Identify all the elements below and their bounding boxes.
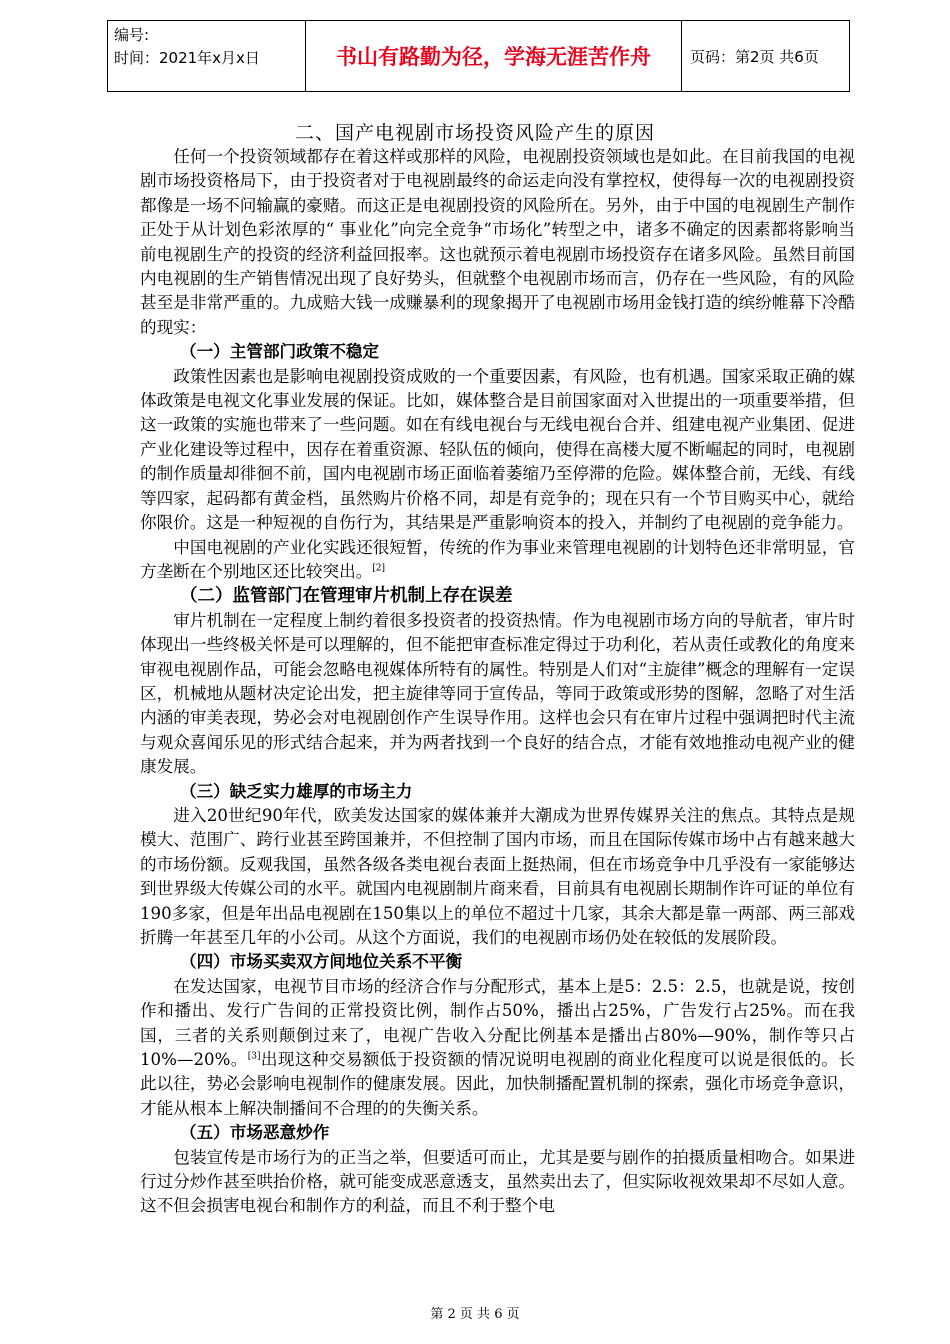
header-meta [108, 21, 306, 91]
paragraph-4 [140, 975, 855, 1121]
page-label: 页码：第2页 共6页 [690, 47, 819, 66]
citation-2: [2] [372, 563, 386, 574]
number-label: 编号: [114, 26, 150, 44]
paragraph-4b-text: 出现这种交易额低于投资额的情况说明电视剧的商业化程度可以说是很低的。长此以往，势必会影响电视制作的健康发展。因此，加快制播配置机制的探索，强化市场竞争意识，才能从根本上解决制播间不合理的的失衡关系。 [140, 1050, 856, 1118]
section-title: 二、国产电视剧市场投资风险产生的原因 [294, 122, 655, 144]
page-footer: 第 2 页 共 6 页 [430, 1307, 520, 1322]
paragraph-1b [140, 536, 855, 585]
heading-1: （一）主管部门政策不稳定 [180, 342, 380, 362]
motto: 书山有路勤为径，学海无涯苦作舟 [306, 21, 682, 91]
citation-3: [3] [247, 1051, 261, 1062]
heading-2: （二）监管部门在管理审片机制上存在误差 [180, 586, 513, 607]
paragraph-5: 包装宣传是市场行为的正当之举，但要适可而止，尤其是要与剧作的拍摄质量相吻合。如果进行过分炒作甚至哄抬价格，就可能变成恶意透支，虽然卖出去了，但实际收视效果却不尽如人意。这不但会损害电视台和制作方的利益，而且不利于整个电 [140, 1147, 855, 1216]
paragraph-4a-text: 在发达国家，电视节目市场的经济合作与分配形式，基本上是5：2.5：2.5，也就是说，按创作和播出、发行广告间的正常投资比例，制作占50%，播出占25%，广告发行占25%。而在我国，三者的关系则颠倒过来了，电视广告收入分配比例基本是播出占80%—90%，制作等只占10%—20%。 [140, 976, 855, 1070]
paragraph-3: 进入20世纪90年代，欧美发达国家的媒体兼并大潮成为世界传媒界关注的焦点。其特点是规模大、范围广、跨行业甚至跨国兼并，不但控制了国内市场，而且在国际传媒市场中占有越来越大的市场份额。反观我国，虽然各级各类电视台表面上挺热闹，但在市场竞争中几乎没有一家能够达到世界级大传媒公司的水平。就国内电视剧制片商来看，目前具有电视剧长期制作许可证的单位有190多家，但是年出品电视剧在150集以上的单位不超过十几家，其余大都是靠一两部、两三部戏折腾一年甚至几年的小公司。从这个方面说，我们的电视剧市场仍处在较低的发展阶段。 [140, 805, 855, 947]
paragraph-1a: 政策性因素也是影响电视剧投资成败的一个重要因素，有风险，也有机遇。国家采取正确的媒体政策是电视文化事业发展的保证。比如，媒体整合是目前国家面对入世提出的一项重要举措，但这一政策的实施也带来了一些问题。如在有线电视台与无线电视台合并、组建电视产业集团、促进产业化建设等过程中，因存在着重资源、轻队伍的倾向，使得在高楼大厦不断崛起的同时，电视剧的制作质量却徘徊不前，国内电视剧市场正面临着萎缩乃至停滞的危险。媒体整合前，无线、有线等四家，起码都有黄金档，虽然购片价格不同，却是有竞争的；现在只有一个节目购买中心，就给你限价。这是一种短视的自伤行为，其结果是严重影响资本的投入，并制约了电视剧的竞争能力。 [140, 366, 855, 533]
intro-paragraph: 任何一个投资领域都存在着这样或那样的风险，电视剧投资领域也是如此。在目前我国的电视剧市场投资格局下，由于投资者对于电视剧最终的命运走向没有掌控权，使得每一次的电视剧投资都像是一场不问输赢的豪赌。而这正是电视剧投资的风险所在。另外，由于中国的电视剧生产制作正处于从计划色彩浓厚的“ 事业化”向完全竞争“市场化”转型之中，诸多不确定的因素都将影响当前电视剧生产的投资的经济利益回报率。这也就预示着电视剧市场投资存在诸多风险。虽然目前国内电视剧的生产销售情况出现了良好势头，但就整个电视剧市场而言，仍存在一些风险，有的风险甚至是非常严重的。九成赔大钱一成赚暴利的现象揭开了电视剧市场用金钱打造的缤纷帷幕下冷酷的现实： [140, 147, 855, 337]
header-table [107, 20, 850, 92]
heading-5: （五）市场恶意炒作 [180, 1123, 330, 1143]
time-label: 时间：2021年x月x日 [114, 49, 260, 67]
heading-4: （四）市场买卖双方间地位关系不平衡 [180, 952, 463, 972]
paragraph-1b-text: 中国电视剧的产业化实践还很短暂，传统的作为事业来管理电视剧的计划特色还非常明显，官方垄断在个别地区还比较突出。 [140, 537, 855, 581]
heading-3: （三）缺乏实力雄厚的市场主力 [180, 781, 413, 801]
document-body [140, 145, 855, 1219]
paragraph-2: 审片机制在一定程度上制约着很多投资者的投资热情。作为电视剧市场方向的导航者，审片时体现出一些终极关怀是可以理解的，但不能把审查标准定得过于功利化，若从责任或教化的角度来审视电视剧作品，可能会忽略电视媒体所特有的属性。特别是人们对“主旋律”概念的理解有一定误区，机械地从题材决定论出发，把主旋律等同于宣传品，等同于政策或形势的图解，忽略了对生活内涵的审美表现，势必会对电视剧创作产生误导作用。这样也会只有在审片过程中强调把时代主流与观众喜闻乐见的形式结合起来，并为两者找到一个良好的结合点，才能有效地推动电视产业的健康发展。 [140, 610, 855, 777]
